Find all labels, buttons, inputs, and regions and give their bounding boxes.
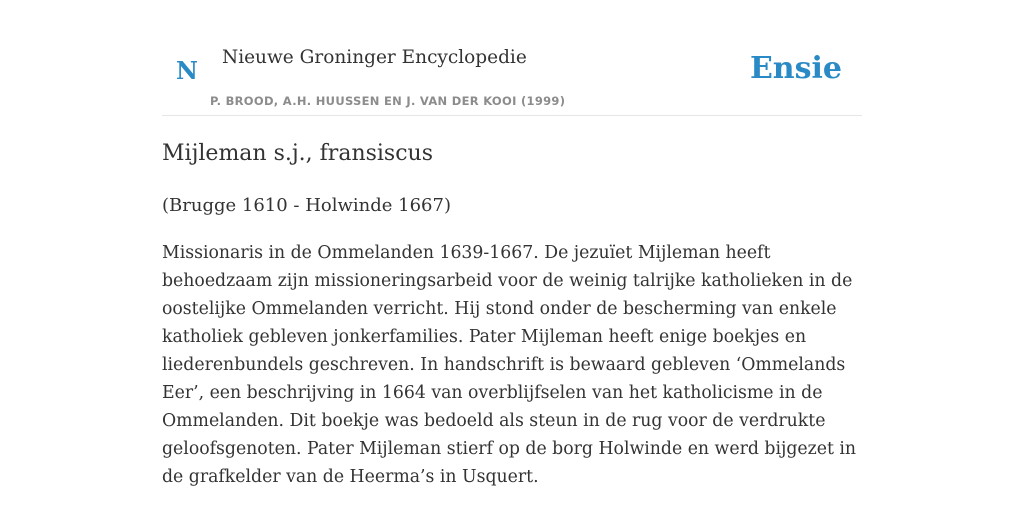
page-container: [162, 0, 862, 487]
book-title-link[interactable]: Nieuwe Groninger Encyclopedie: [222, 47, 527, 68]
ensie-brand-logo[interactable]: Ensie: [749, 51, 842, 86]
book-authors: P. BROOD, A.H. HUUSSEN EN J. VAN DER KOOI (1999): [210, 94, 566, 108]
entry-body: Missionaris in de Ommelanden 1639-1667. De jezuïet Mijleman heeft behoedzaam zijn missioneringsarbeid voor de weinig talrijke katholieken in de oostelijke Ommelanden verricht. Hij stond onder de bescherming van enkele katholiek gebleven jonkerfamilies. Pater Mijleman heeft enige boekjes en liederenbundels geschreven. In handschrift is bewaard gebleven ‘Ommelands Eer’, een beschrijving in 1664 van overblijfselen van het katholicisme in de Ommelanden. Dit boekje was bedoeld als steun in de rug voor de verdrukte geloofsgenoten. Pater Mijleman stierf op de borg Holwinde en werd bijgezet in de grafkelder van de Heerma’s in Usquert.: [162, 243, 857, 487]
entry-title: Mijleman s.j., fransiscus: [162, 141, 434, 166]
book-logo-icon[interactable]: N: [176, 56, 198, 85]
book-header: [162, 0, 862, 116]
entry-subtitle: (Brugge 1610 - Holwinde 1667): [162, 195, 451, 216]
